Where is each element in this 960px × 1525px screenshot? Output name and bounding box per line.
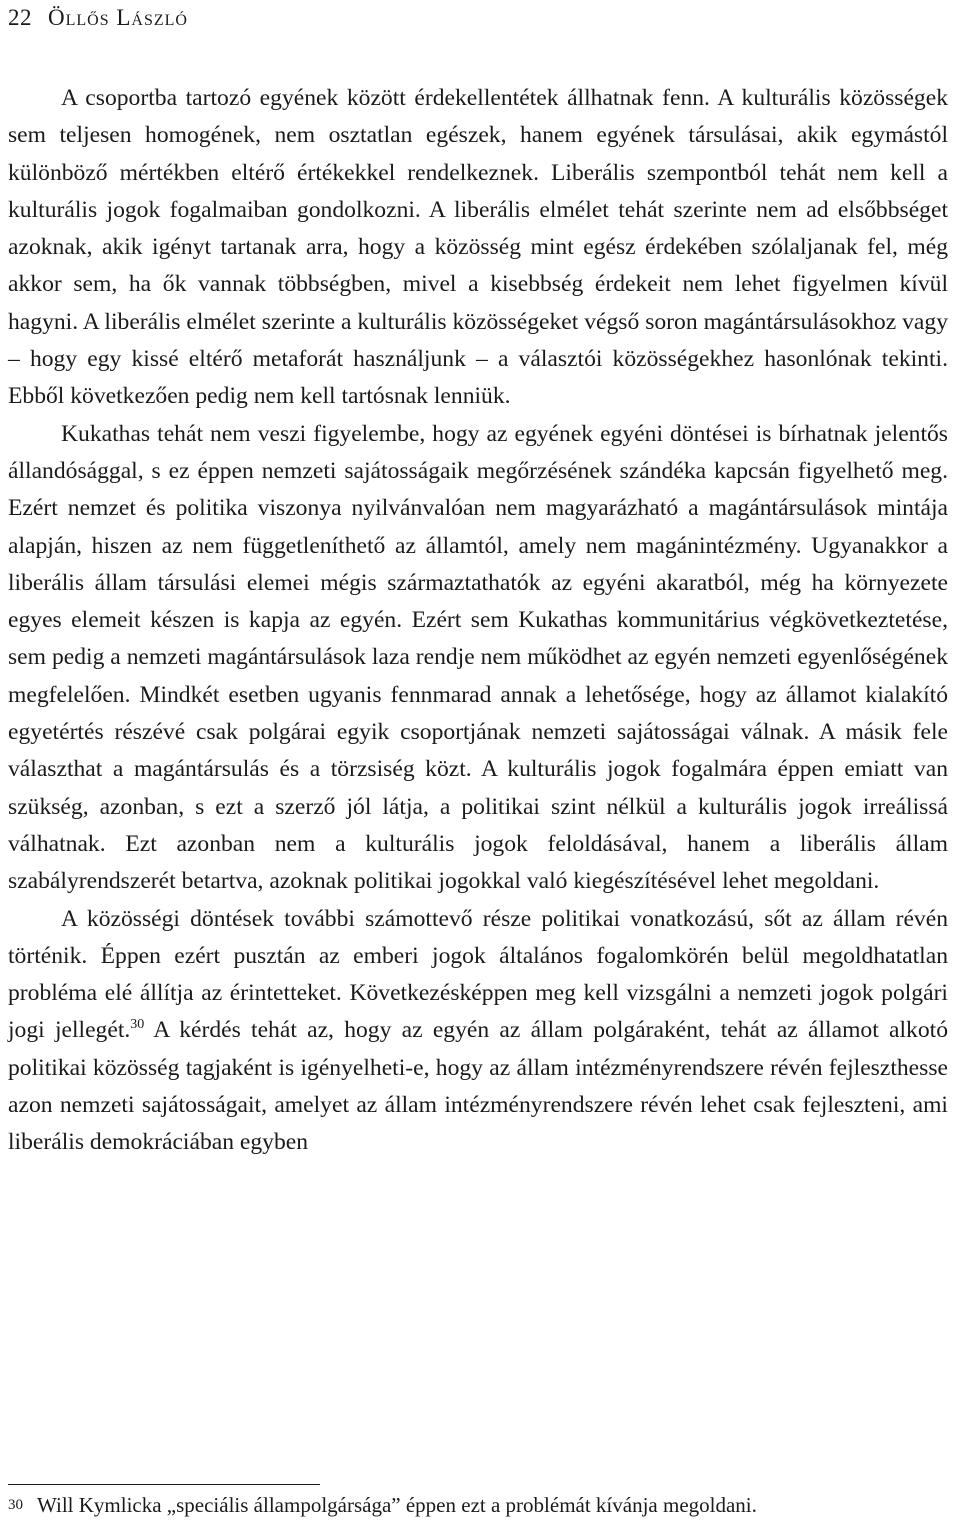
body-text (8, 80, 948, 1162)
footnote (8, 1490, 948, 1520)
footnote-divider (8, 1484, 320, 1485)
paragraph-3-text-b: A kérdés tehát az, hogy az egyén az állam polgáraként, tehát az államot alkotó politikai közösség tagjaként is igényelheti-e, hogy az állam intézményrendszere révén fejleszthesse azon nemzeti sajátosságait, amelyet az állam intézményrendszere révén lehet csak fejleszteni, ami liberális demokráciában egyben (8, 1017, 948, 1156)
running-head (8, 3, 188, 33)
footnote-reference: 30 (130, 1017, 145, 1033)
page-number: 22 (8, 5, 32, 30)
paragraph-3-text-a: A közösségi döntések további számottevő része politikai vonatkozású, sőt az állam révén történik. Éppen ezért pusztán az emberi jogok általános fogalomkörén belül megoldhatatlan probléma elé állítja az érintetteket. Következésképpen meg kell vizsgálni a nemzeti jogok polgári jogi jellegét. (8, 905, 948, 1044)
footnote-number: 30 (8, 1497, 23, 1513)
footnote-text: Will Kymlicka „speciális állampolgársága” éppen ezt a problémát kívánja megoldani. (37, 1493, 757, 1517)
author-name: Öllős László (48, 5, 188, 30)
paragraph-3 (8, 901, 948, 1162)
paragraph-2: Kukathas tehát nem veszi figyelembe, hogy az egyének egyéni döntései is bírhatnak jelentős állandósággal, s ez éppen nemzeti sajátosságaik megőrzésének szándéka kapcsán figyelhető meg. Ezért nemzet és politika viszonya nyilvánvalóan nem magyarázható a magántársulások mintája alapján, hiszen az nem függetleníthető az államtól, amely nem magánintézmény. Ugyanakkor a liberális állam társulási elemei mégis származtathatók az egyéni akaratból, még ha környezete egyes elemeit készen is kapja az egyén. Ezért sem Kukathas kommunitárius végkövetkeztetése, sem pedig a nemzeti magántársulások laza rendje nem működhet az egyén nemzeti egyenlőségének megfelelően. Mindkét esetben ugyanis fennmarad annak a lehetősége, hogy az államot kialakító egyetértés részévé csak polgárai egyik csoportjának nemzeti sajátosságai válnak. A másik fele választhat a magántársulás és a törzsiség közt. A kulturális jogok fogalmára éppen emiatt van szükség, azonban, s ezt a szerző jól látja, a politikai szint nélkül a kulturális jogok irreálissá válhatnak. Ezt azonban nem a kulturális jogok feloldásával, hanem a liberális állam szabályrendszerét betartva, azoknak politikai jogokkal való kiegészítésével lehet megoldani. (8, 420, 948, 895)
paragraph-1: A csoportba tartozó egyének között érdekellentétek állhatnak fenn. A kulturális közösségek sem teljesen homogének, nem osztatlan egészek, hanem egyének társulásai, akik egymástól különböző mértékben eltérő értékekkel rendelkeznek. Liberális szempontból tehát nem kell a kulturális jogok fogalmaiban gondolkozni. A liberális elmélet tehát szerinte nem ad elsőbbséget azoknak, akik igényt tartanak arra, hogy a közösség mint egész érdekében szólaljanak fel, még akkor sem, ha ők vannak többségben, mivel a kisebbség érdekeit nem lehet figyelmen kívül hagyni. A liberális elmélet szerinte a kulturális közösségeket végső soron magántársulásokhoz vagy – hogy egy kissé eltérő metaforát használjunk – a választói közösségekhez hasonlónak tekinti. Ebből következően pedig nem kell tartósnak lenniük. (8, 85, 948, 410)
